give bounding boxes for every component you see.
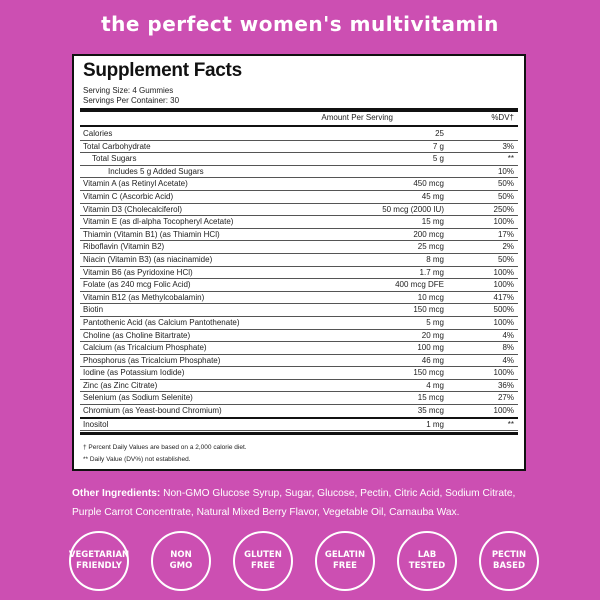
nutrient-name: Selenium (as Sodium Selenite) [83, 393, 193, 403]
badges-row [0, 520, 600, 600]
facts-rows [80, 128, 518, 435]
nutrient-dv: 100% [493, 368, 514, 378]
facts-row [80, 330, 518, 343]
facts-row [80, 279, 518, 292]
pectin-based-badge: PECTIN BASED [479, 531, 539, 591]
nutrient-amount: 200 mcg [413, 229, 444, 239]
facts-row [80, 153, 518, 166]
nutrient-amount: 450 mcg [413, 179, 444, 189]
facts-row [80, 191, 518, 204]
other-ingredients [72, 484, 542, 522]
nutrient-amount: 1 mg [426, 419, 444, 429]
lab-tested-badge: LAB TESTED [397, 531, 457, 591]
nutrient-name: Riboflavin (Vitamin B2) [83, 242, 165, 252]
nutrient-amount: 1.7 mg [419, 267, 444, 277]
nutrient-dv: 3% [502, 141, 514, 151]
nutrient-dv: 100% [493, 217, 514, 227]
facts-row [80, 216, 518, 229]
nutrient-name: Iodine (as Potassium Iodide) [83, 368, 185, 378]
amount-per-serving-header: Amount Per Serving [321, 113, 393, 122]
supplement-facts-panel [72, 54, 526, 471]
facts-row [80, 380, 518, 393]
nutrient-name: Choline (as Choline Bitartrate) [83, 330, 191, 340]
nutrient-amount: 150 mcg [413, 305, 444, 315]
nutrient-amount: 5 g [432, 154, 444, 164]
facts-row [80, 241, 518, 254]
facts-row [80, 178, 518, 191]
facts-row [80, 419, 518, 432]
facts-row [80, 204, 518, 217]
nutrient-name: Niacin (Vitamin B3) (as niacinamide) [83, 254, 213, 264]
nutrient-dv: ** [507, 154, 514, 164]
facts-row [80, 229, 518, 242]
nutrient-dv: 100% [493, 317, 514, 327]
nutrient-name: Vitamin A (as Retinyl Acetate) [83, 179, 188, 189]
nutrient-name: Includes 5 g Added Sugars [108, 166, 204, 176]
footnote-percent-dv: † Percent Daily Values are based on a 2,000 calorie diet. [83, 444, 247, 451]
facts-row [80, 317, 518, 330]
nutrient-amount: 45 mg [421, 191, 444, 201]
nutrient-amount: 400 mcg DFE [395, 280, 444, 290]
divider-medium [80, 125, 518, 127]
nutrient-amount: 15 mg [421, 217, 444, 227]
nutrient-name: Zinc (as Zinc Citrate) [83, 380, 158, 390]
nutrient-amount: 10 mcg [417, 292, 444, 302]
nutrient-dv: 50% [497, 191, 514, 201]
nutrient-dv: 50% [497, 254, 514, 264]
facts-row [80, 405, 518, 419]
facts-row [80, 166, 518, 179]
nutrient-name: Total Carbohydrate [83, 141, 151, 151]
gluten-free-badge: GLUTEN FREE [233, 531, 293, 591]
nutrient-name: Vitamin D3 (Cholecalciferol) [83, 204, 182, 214]
nutrient-dv: 36% [497, 380, 514, 390]
nutrient-dv: 4% [502, 355, 514, 365]
nutrient-name: Total Sugars [92, 154, 137, 164]
nutrient-dv: 500% [493, 305, 514, 315]
nutrient-dv: 100% [493, 280, 514, 290]
nutrient-amount: 7 g [432, 141, 444, 151]
nutrient-amount: 25 [435, 129, 444, 138]
nutrient-amount: 100 mg [417, 343, 444, 353]
nutrient-dv: 250% [493, 204, 514, 214]
nutrient-name: Vitamin C (Ascorbic Acid) [83, 191, 174, 201]
gelatin-free-badge: GELATIN FREE [315, 531, 375, 591]
nutrient-amount: 35 mcg [417, 406, 444, 416]
nutrient-dv: ** [507, 419, 514, 429]
nutrient-name: Calories [83, 129, 113, 138]
dv-header: %DV† [491, 113, 514, 122]
facts-row [80, 141, 518, 154]
nutrient-amount: 150 mcg [413, 368, 444, 378]
facts-row [80, 392, 518, 405]
nutrient-name: Chromium (as Yeast-bound Chromium) [83, 406, 222, 416]
other-ingredients-text: Non-GMO Glucose Syrup, Sugar, Glucose, Pectin, Citric Acid, Sodium Citrate, Purple Carrot Concentrate, Natural Mixed Berry Flavor, Vegetable Oil, Carnauba Wax. [72, 488, 516, 518]
footnote-dv-not-established: ** Daily Value (DV%) not established. [83, 456, 191, 463]
facts-row [80, 355, 518, 368]
nutrient-name: Calcium (as Tricalcium Phosphate) [83, 343, 207, 353]
nutrient-name: Thiamin (Vitamin B1) (as Thiamin HCl) [83, 229, 220, 239]
facts-row [80, 342, 518, 355]
vegetarian-friendly-badge: VEGETARIAN FRIENDLY [69, 531, 129, 591]
serving-size: Serving Size: 4 Gummies [83, 86, 174, 95]
other-ingredients-label: Other Ingredients: [72, 488, 161, 499]
headline: the perfect women's multivitamin [101, 12, 499, 36]
facts-row [80, 254, 518, 267]
nutrient-amount: 4 mg [426, 380, 444, 390]
nutrient-name: Phosphorus (as Tricalcium Phosphate) [83, 355, 221, 365]
nutrient-dv: 100% [493, 267, 514, 277]
servings-per-container: Servings Per Container: 30 [83, 96, 180, 105]
nutrient-amount: 8 mg [426, 254, 444, 264]
nutrient-name: Pantothenic Acid (as Calcium Pantothenate) [83, 317, 240, 327]
facts-row [80, 292, 518, 305]
facts-row [80, 267, 518, 280]
nutrient-dv: 417% [493, 292, 514, 302]
nutrient-name: Vitamin B6 (as Pyridoxine HCl) [83, 267, 193, 277]
nutrient-name: Vitamin E (as dl-alpha Tocopheryl Acetate) [83, 217, 234, 227]
facts-row [80, 128, 518, 141]
nutrient-amount: 46 mg [421, 355, 444, 365]
nutrient-dv: 50% [497, 179, 514, 189]
nutrient-dv: 8% [502, 343, 514, 353]
nutrient-name: Folate (as 240 mcg Folic Acid) [83, 280, 191, 290]
nutrient-dv: 17% [497, 229, 514, 239]
supplement-facts-title: Supplement Facts [83, 60, 242, 81]
nutrient-dv: 4% [502, 330, 514, 340]
facts-row [80, 304, 518, 317]
nutrient-amount: 5 mg [426, 317, 444, 327]
divider-thick [80, 108, 518, 112]
nutrient-dv: 27% [497, 393, 514, 403]
divider-end [80, 432, 518, 435]
nutrient-dv: 100% [493, 406, 514, 416]
nutrient-dv: 2% [502, 242, 514, 252]
nutrient-name: Inositol [83, 419, 109, 429]
nutrient-name: Vitamin B12 (as Methylcobalamin) [83, 292, 205, 302]
non-gmo-badge: NON GMO [151, 531, 211, 591]
nutrient-amount: 50 mcg (2000 IU) [382, 204, 444, 214]
nutrient-dv: 10% [497, 166, 514, 176]
nutrient-amount: 15 mcg [417, 393, 444, 403]
nutrient-amount: 20 mg [421, 330, 444, 340]
facts-row [80, 367, 518, 380]
nutrient-amount: 25 mcg [417, 242, 444, 252]
nutrient-name: Biotin [83, 305, 104, 315]
